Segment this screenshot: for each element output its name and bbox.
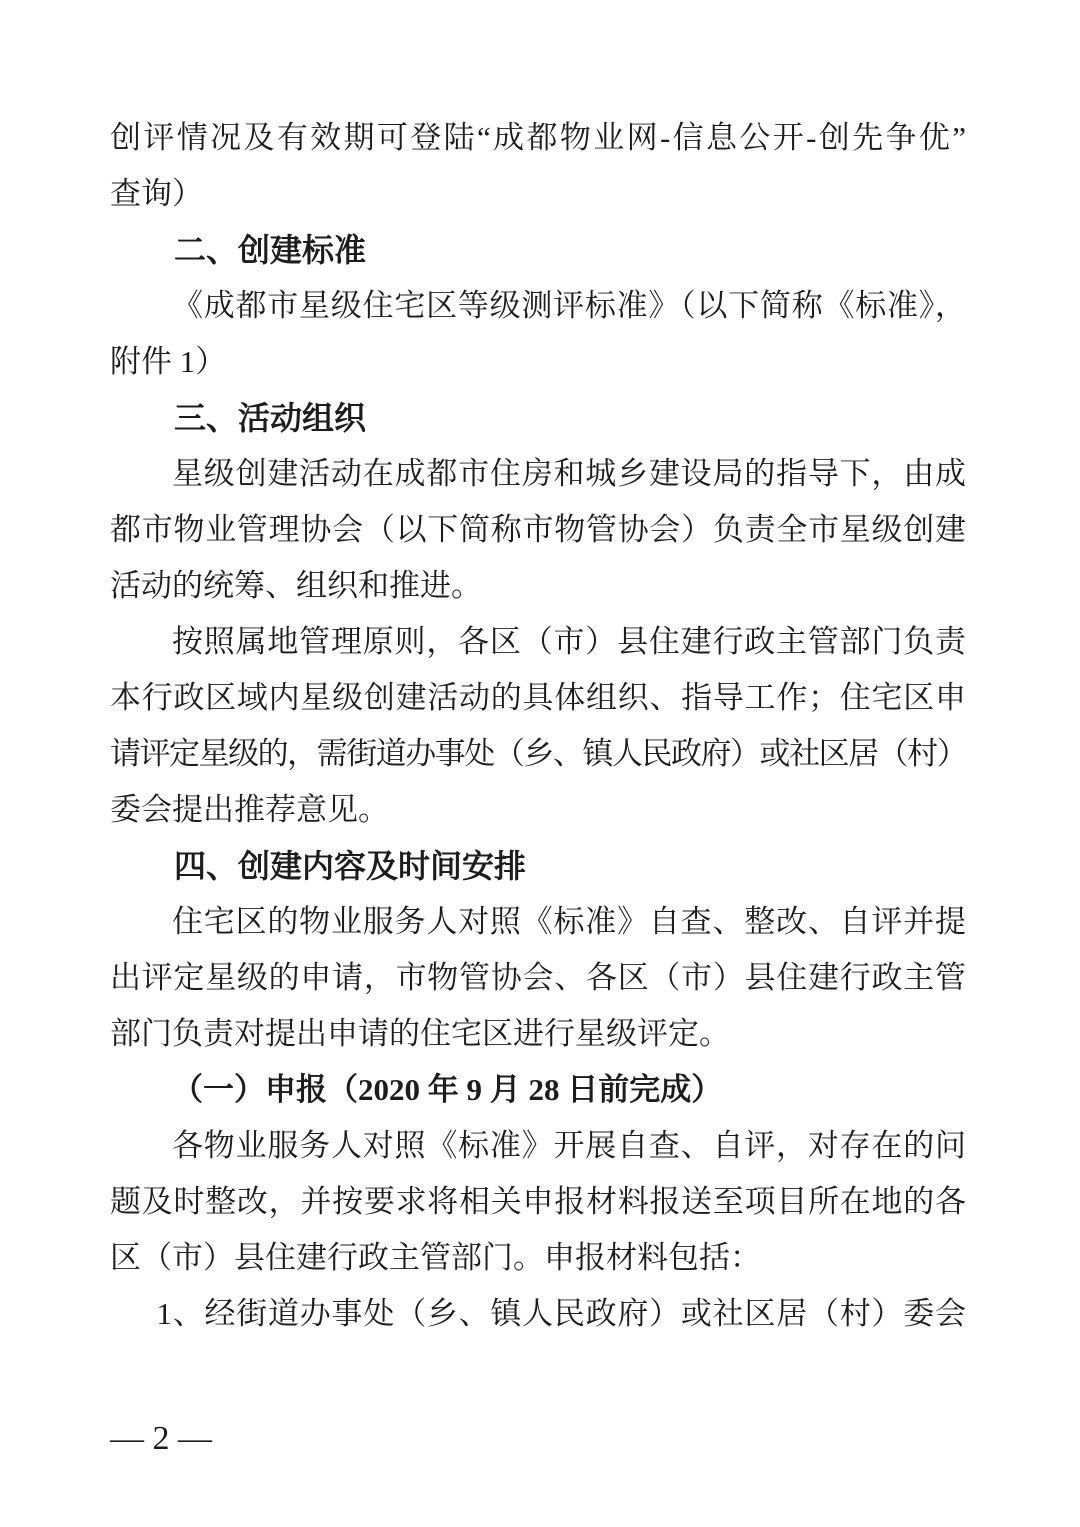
document-body <box>110 110 966 1342</box>
text-line: 都市物业管理协会（以下简称市物管协会）负责全市星级创建 <box>110 512 966 547</box>
text-line: 活动的统筹、组织和推进。 <box>110 568 482 603</box>
sub-heading: （一）申报（2020 年 9 月 28 日前完成） <box>172 1072 723 1107</box>
text-line: 部门负责对提出申请的住宅区进行星级评定。 <box>110 1016 730 1051</box>
text-line: 查询） <box>110 176 203 211</box>
text-line: 星级创建活动在成都市住房和城乡建设局的指导下，由成 <box>172 456 966 491</box>
text-line: 住宅区的物业服务人对照《标准》自查、整改、自评并提 <box>172 904 966 939</box>
text-line: 各物业服务人对照《标准》开展自查、自评，对存在的问 <box>172 1128 966 1163</box>
text-line: 出评定星级的申请，市物管协会、各区（市）县住建行政主管 <box>110 960 966 995</box>
page-number: — 2 — <box>110 1420 212 1457</box>
text-line: 题及时整改，并按要求将相关申报材料报送至项目所在地的各 <box>110 1184 966 1219</box>
text-line: 《成都市星级住宅区等级测评标准》（以下简称《标准》， <box>172 288 966 323</box>
text-line: 委会提出推荐意见。 <box>110 792 389 827</box>
text-line: 按照属地管理原则，各区（市）县住建行政主管部门负责 <box>172 624 966 659</box>
text-line: 请评定星级的，需街道办事处（乡、镇人民政府）或社区居（村） <box>110 736 966 771</box>
section-heading: 二、创建标准 <box>174 232 367 268</box>
section-heading: 三、活动组织 <box>174 400 367 436</box>
text-line: 本行政区域内星级创建活动的具体组织、指导工作；住宅区申 <box>110 680 966 715</box>
text-line: 区（市）县住建行政主管部门。申报材料包括： <box>110 1240 761 1275</box>
section-heading: 四、创建内容及时间安排 <box>174 848 527 884</box>
text-line: 1、经街道办事处（乡、镇人民政府）或社区居（村）委会 <box>156 1296 966 1331</box>
text-line: 创评情况及有效期可登陆“成都物业网-信息公开-创先争优” <box>110 120 966 155</box>
text-line: 附件 1） <box>110 344 227 379</box>
